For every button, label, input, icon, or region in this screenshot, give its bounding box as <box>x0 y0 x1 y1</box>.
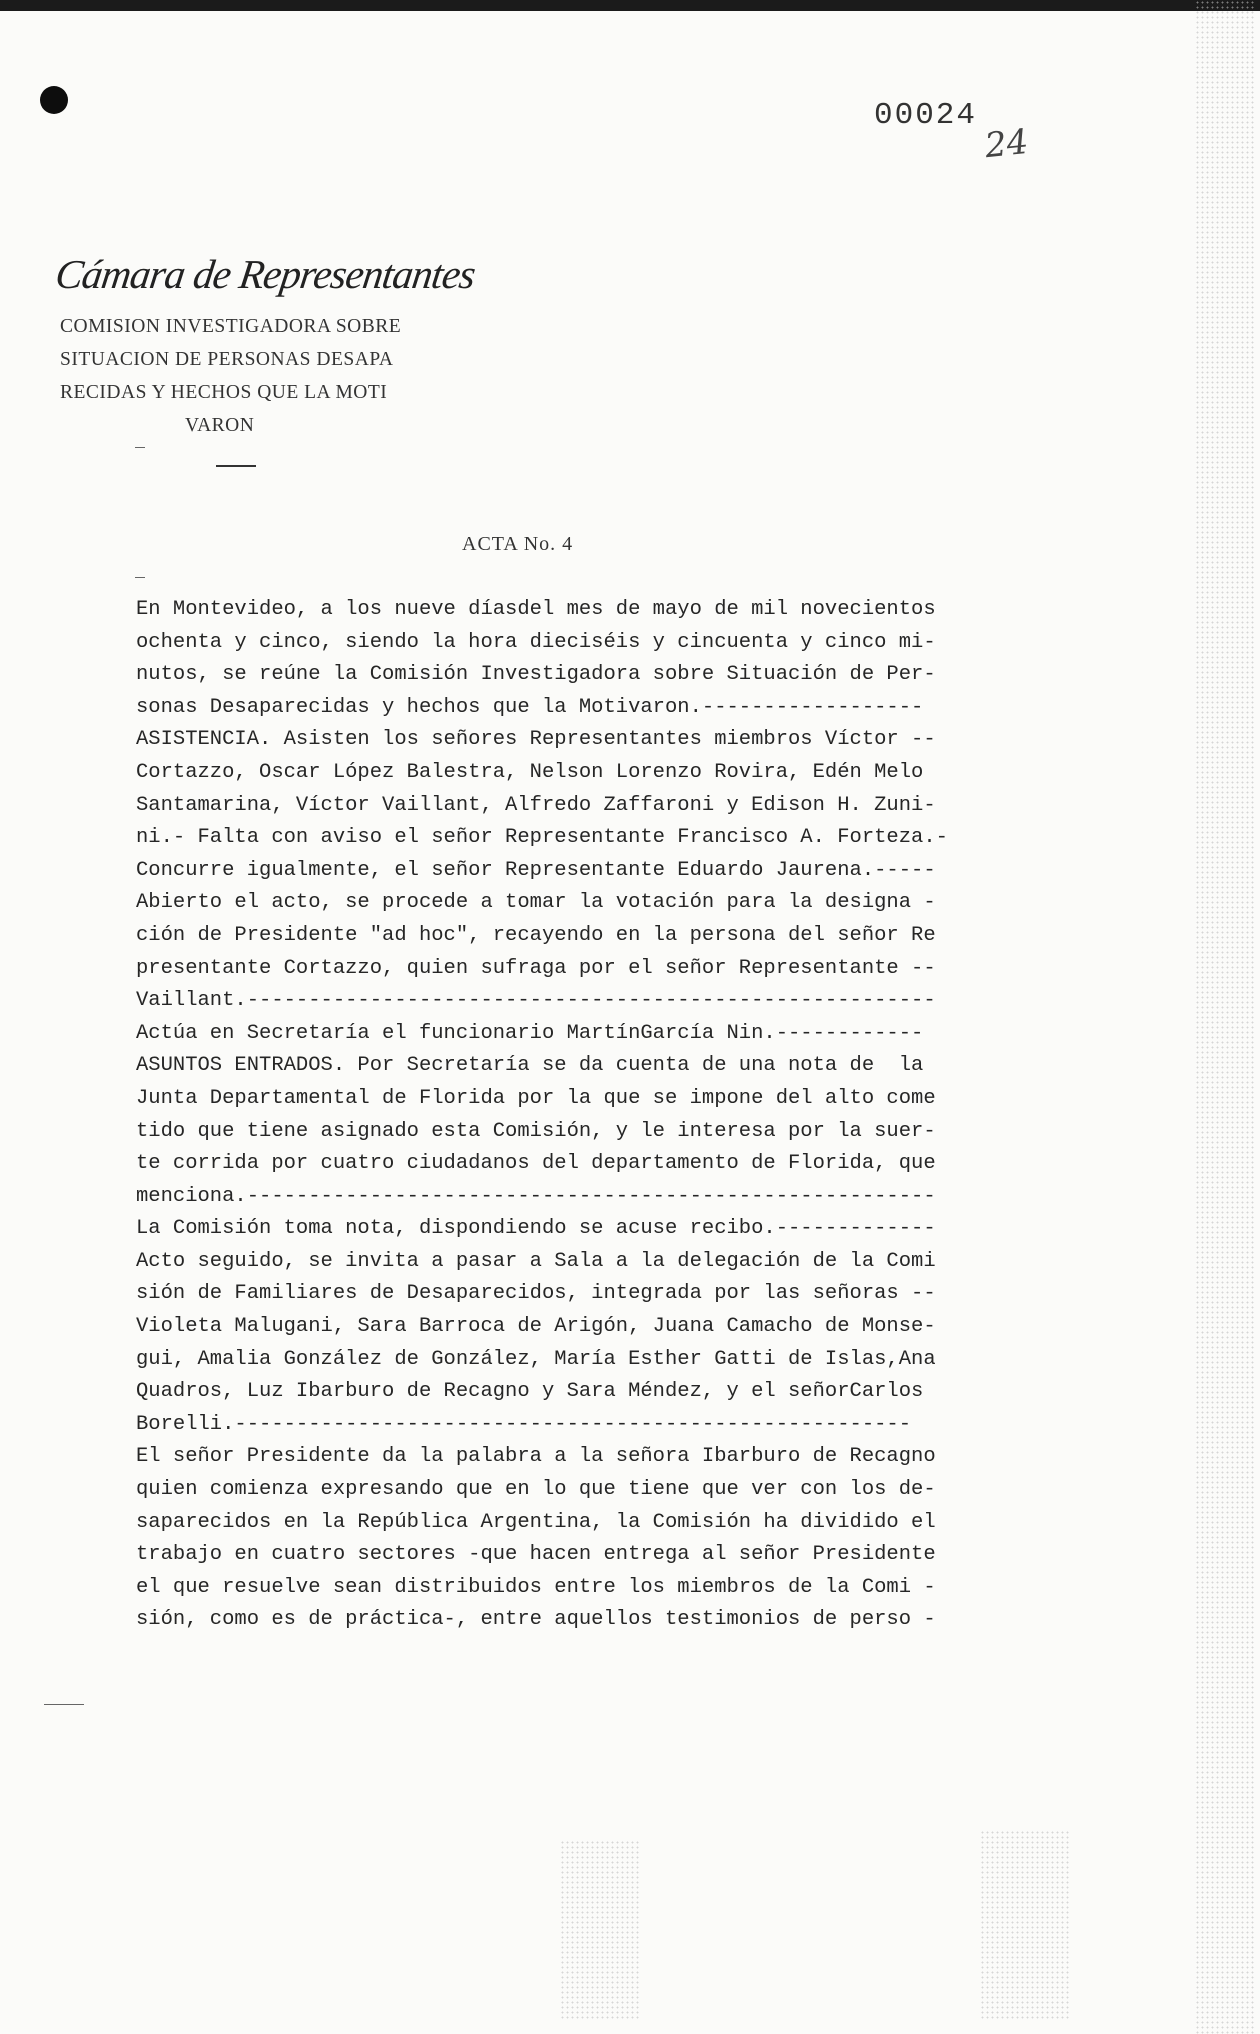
body-line: ochenta y cinco, siendo la hora dieciséis y cincuenta y cinco mi- <box>136 630 936 654</box>
body-line: trabajo en cuatro sectores -que hacen entrega al señor Presidente <box>136 1543 936 1567</box>
body-line: Acto seguido, se invita a pasar a Sala a la delegación de la Comi <box>136 1249 936 1273</box>
body-line: Actúa en Secretaría el funcionario MartínGarcía Nin.------------ <box>136 1021 924 1045</box>
body-line: Vaillant.-------------------------------------------------------- <box>136 989 936 1013</box>
body-line: sión de Familiares de Desaparecidos, integrada por las señoras -- <box>136 1282 936 1306</box>
committee-line: COMISION INVESTIGADORA SOBRE <box>60 316 402 337</box>
body-line: tido que tiene asignado esta Comisión, y le interesa por la suer- <box>136 1119 936 1143</box>
committee-line: SITUACION DE PERSONAS DESAPA <box>60 349 394 370</box>
body-line: ni.- Falta con aviso el señor Representante Francisco A. Forteza.- <box>136 826 948 850</box>
section-divider <box>216 465 256 467</box>
margin-mark <box>135 577 145 578</box>
body-line: te corrida por cuatro ciudadanos del departamento de Florida, que <box>136 1152 936 1176</box>
punch-hole-mark <box>40 86 68 114</box>
body-line: En Montevideo, a los nueve díasdel mes de mayo de mil novecientos <box>136 598 936 621</box>
body-line: sonas Desaparecidas y hechos que la Motivaron.------------------ <box>136 695 924 719</box>
acta-title: ACTA No. 4 <box>462 533 574 555</box>
page-stamp-number: 00024 <box>874 98 978 133</box>
body-line: quien comienza expresando que en lo que tiene que ver con los de- <box>136 1478 936 1502</box>
handwritten-page-number: 24 <box>983 121 1031 167</box>
top-edge-rule <box>0 0 1260 11</box>
margin-mark <box>135 447 145 448</box>
body-line: Violeta Malugani, Sara Barroca de Arigón, Juana Camacho de Monse- <box>136 1315 936 1339</box>
body-line: gui, Amalia González de González, María Esther Gatti de Islas,Ana <box>136 1347 936 1371</box>
body-line: ción de Presidente "ad hoc", recayendo en la persona del señor Re <box>136 923 936 947</box>
body-line: sión, como es de práctica-, entre aquellos testimonios de perso - <box>136 1608 936 1632</box>
body-line: nutos, se reúne la Comisión Investigadora sobre Situación de Per- <box>136 663 936 687</box>
committee-line: VARON <box>185 415 255 436</box>
body-line: Junta Departamental de Florida por la que se impone del alto come <box>136 1086 936 1110</box>
body-line: Cortazzo, Oscar López Balestra, Nelson Lorenzo Rovira, Edén Melo <box>136 760 924 784</box>
body-line: Concurre igualmente, el señor Representante Eduardo Jaurena.----- <box>136 858 936 882</box>
scan-noise <box>980 1830 1070 2020</box>
body-line: Santamarina, Víctor Vaillant, Alfredo Zaffaroni y Edison H. Zuni- <box>136 793 936 817</box>
body-line: ASISTENCIA. Asisten los señores Representantes miembros Víctor -- <box>136 728 936 752</box>
body-line: ASUNTOS ENTRADOS. Por Secretaría se da cuenta de una nota de la <box>136 1054 924 1078</box>
body-line: La Comisión toma nota, dispondiendo se acuse recibo.------------- <box>136 1217 936 1241</box>
scan-noise <box>1195 0 1255 2034</box>
body-line: Borelli.------------------------------------------------------- <box>136 1412 912 1436</box>
body-line: saparecidos en la República Argentina, la Comisión ha dividido el <box>136 1510 936 1534</box>
committee-line: RECIDAS Y HECHOS QUE LA MOTI <box>60 382 388 403</box>
minutes-body <box>136 594 986 1637</box>
body-line: Abierto el acto, se procede a tomar la votación para la designa - <box>136 891 936 915</box>
body-line: menciona.-------------------------------------------------------- <box>136 1184 936 1208</box>
body-line: Quadros, Luz Ibarburo de Recagno y Sara Méndez, y el señorCarlos <box>136 1380 924 1404</box>
margin-mark <box>44 1704 84 1705</box>
letterhead-title: Cámara de Representantes <box>52 251 478 297</box>
body-line: el que resuelve sean distribuidos entre los miembros de la Comi - <box>136 1575 936 1599</box>
body-line: El señor Presidente da la palabra a la señora Ibarburo de Recagno <box>136 1445 936 1469</box>
scan-noise <box>560 1840 640 2020</box>
body-line: presentante Cortazzo, quien sufraga por el señor Representante -- <box>136 956 936 980</box>
committee-name-block <box>60 310 401 442</box>
